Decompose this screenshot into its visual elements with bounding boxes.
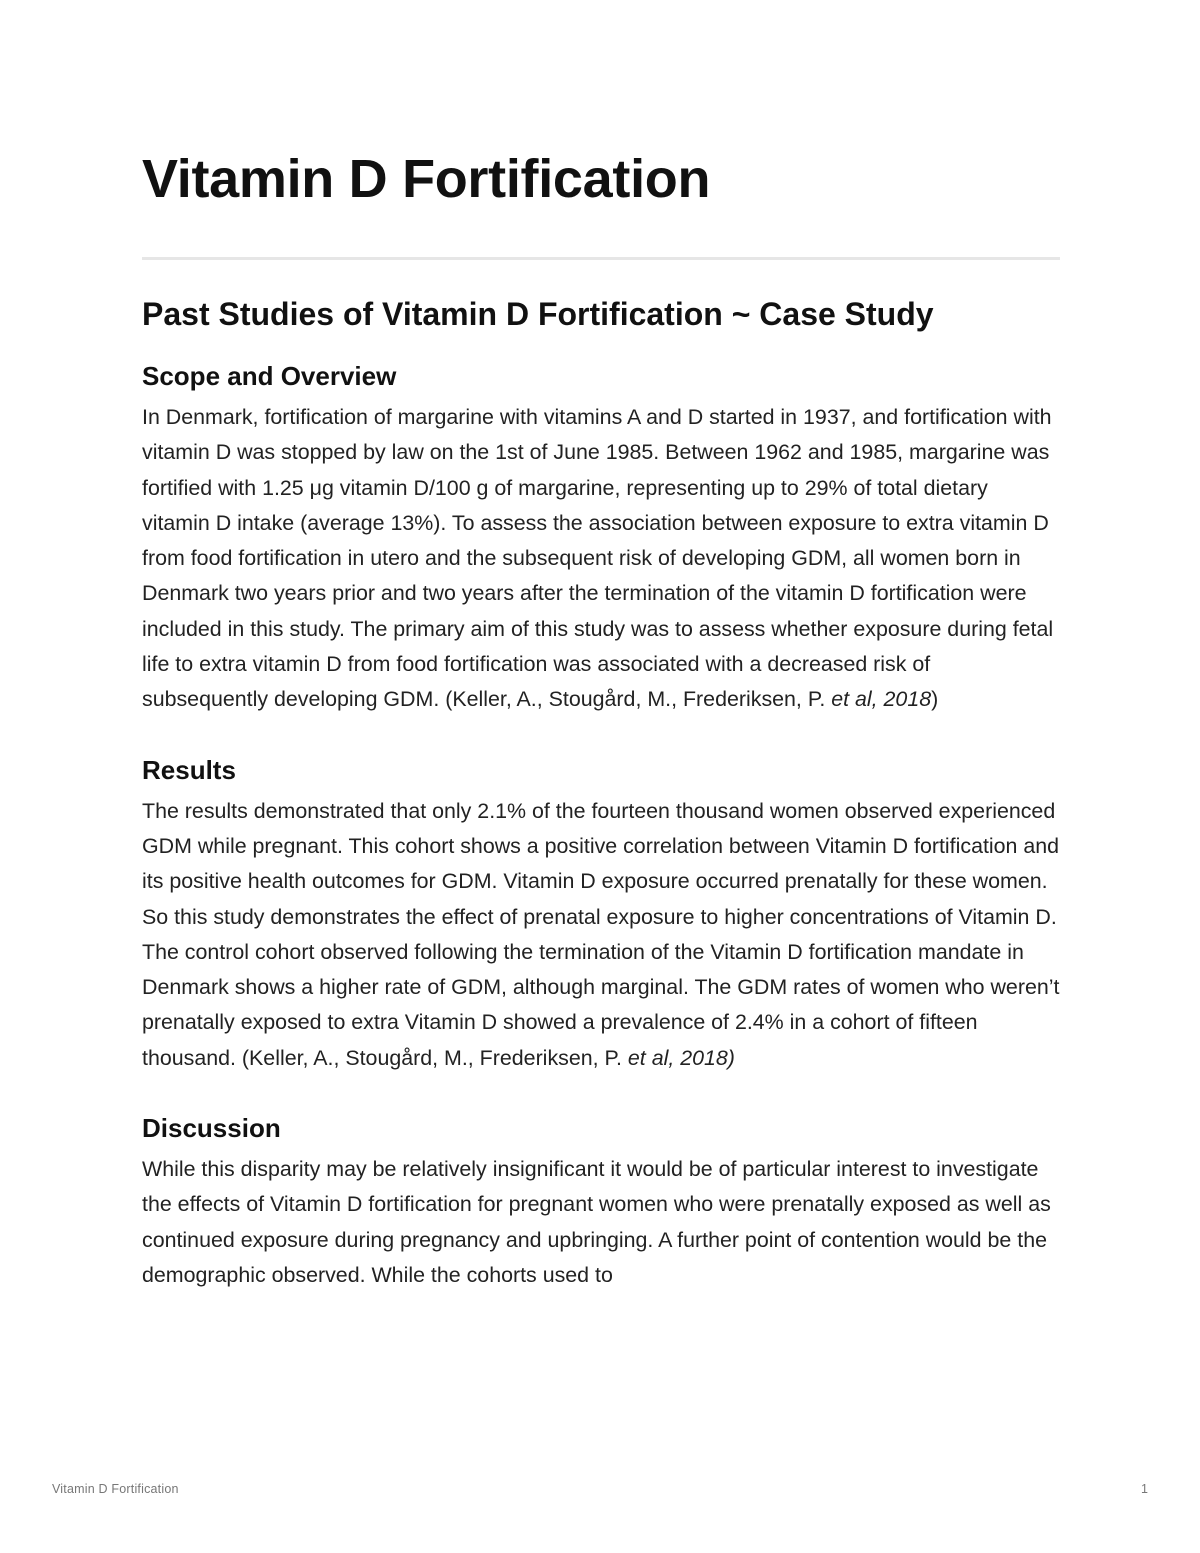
title-divider xyxy=(142,257,1060,260)
discussion-heading: Discussion xyxy=(142,1113,281,1144)
results-heading: Results xyxy=(142,754,236,785)
scope-citation-close: ) xyxy=(931,687,939,712)
scope-paragraph xyxy=(142,400,1060,718)
results-paragraph xyxy=(142,794,1060,1076)
results-citation-italic: et al, 2018) xyxy=(627,1045,735,1070)
results-text: The results demonstrated that only 2.1% of the fourteen thousand women observed experienced GDM while pregnant. This cohort shows a positive correlation between Vitamin D fortification and its positive health outcomes for GDM. Vitamin D exposure occurred prenatally for these women. So this study demonstrates the effect of prenatal exposure to higher concentrations of Vitamin D. The control cohort observed following the termination of the Vitamin D fortification mandate in Denmark shows a higher rate of GDM, although marginal. The GDM rates of women who weren’t prenatally exposed to extra Vitamin D showed a prevalence of 2.4% in a cohort of fifteen thousand. (Keller, A., Stougård, M., Frederiksen, P. xyxy=(142,798,1060,1070)
footer-running-title: Vitamin D Fortification xyxy=(52,1482,179,1496)
section-title: Past Studies of Vitamin D Fortification ~ Case Study xyxy=(142,296,934,332)
page-content xyxy=(142,140,1060,1293)
footer-page-number: 1 xyxy=(1141,1482,1148,1496)
scope-citation-italic: et al, 2018 xyxy=(831,687,932,712)
scope-text: In Denmark, fortification of margarine with vitamins A and D started in 1937, and fortification with vitamin D was stopped by law on the 1st of June 1985. Between 1962 and 1985, margarine was fortified with 1.25 μg vitamin D/100 g of margarine, representing up to 29% of total dietary vitamin D intake (average 13%). To assess the association between exposure to extra vitamin D from food fortification in utero and the subsequent risk of developing GDM, all women born in Denmark two years prior and two years after the termination of the vitamin D fortification were included in this study. The primary aim of this study was to assess whether exposure during fetal life to extra vitamin D from food fortification was associated with a decreased risk of subsequently developing GDM. (Keller, A., Stougård, M., Frederiksen, P. xyxy=(142,405,1054,712)
discussion-paragraph xyxy=(142,1152,1060,1293)
document-title: Vitamin D Fortification xyxy=(142,149,711,209)
scope-heading: Scope and Overview xyxy=(142,361,397,391)
discussion-text: While this disparity may be relatively insignificant it would be of particular interest to investigate the effects of Vitamin D fortification for pregnant women who were prenatally exposed as well as continued exposure during pregnancy and upbringing. A further point of contention would be the demographic observed. While the cohorts used to xyxy=(142,1157,1051,1287)
